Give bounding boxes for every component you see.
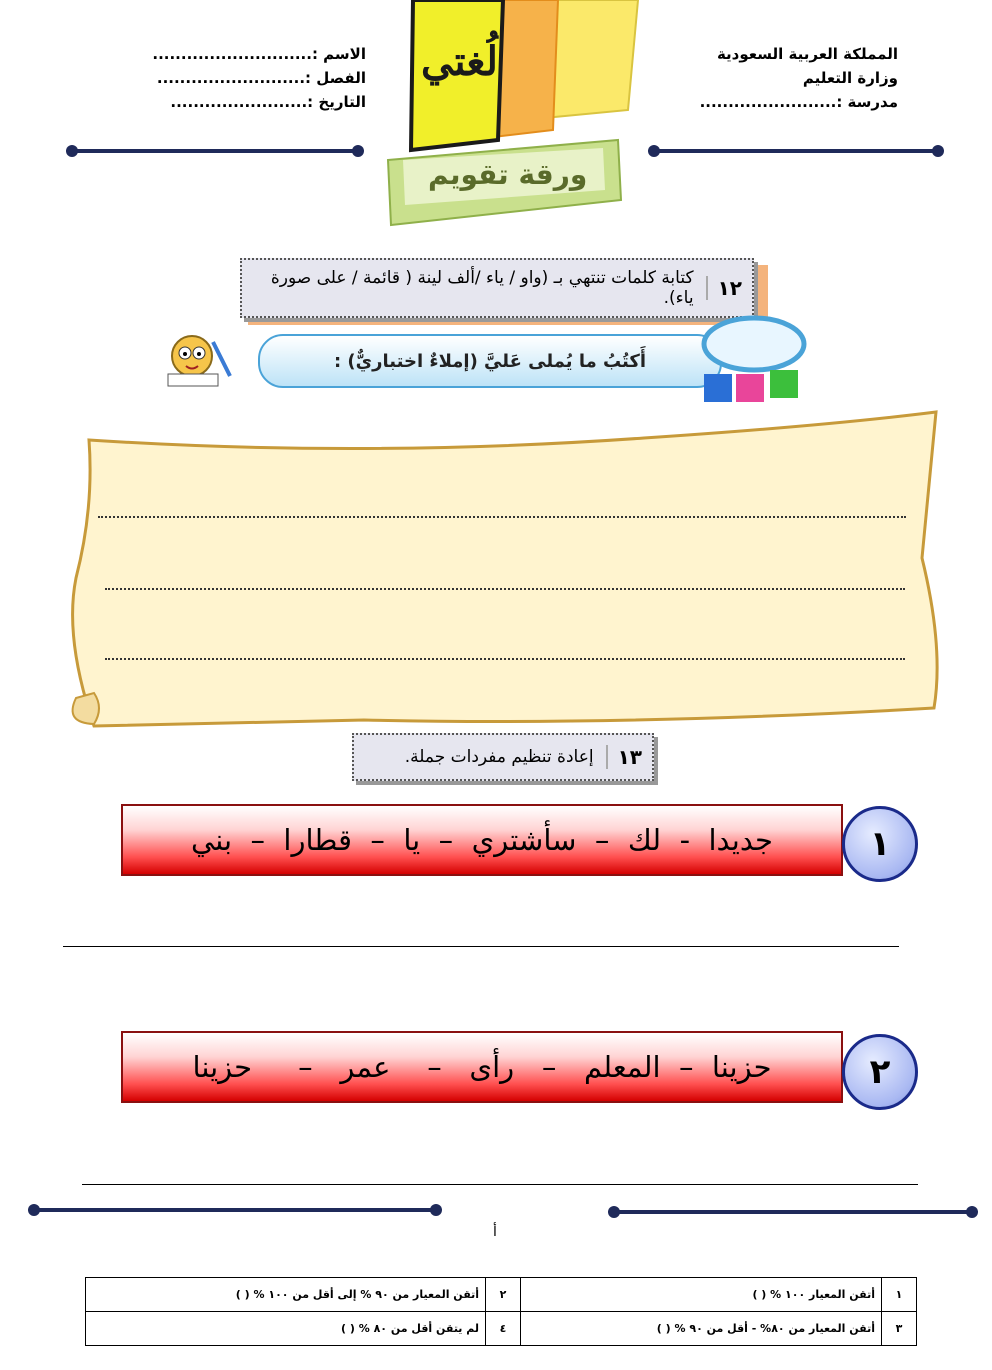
rule-dot: [430, 1204, 442, 1216]
question-2-number: ٢: [842, 1034, 918, 1110]
dictation-instruction: أَكتُبُ ما يُملى عَليَّ (إملاءٌ اختباريٌّ) :: [333, 350, 647, 372]
pencil-character-icon: [158, 328, 238, 392]
page-mark: أ: [493, 1224, 497, 1240]
answer-line: [82, 1184, 918, 1185]
rule-dot: [66, 145, 78, 157]
writing-line: [105, 658, 905, 660]
footer-rule-right: [614, 1210, 974, 1214]
rubric-number: ٢: [486, 1278, 521, 1312]
skill13-text: إعادة تنظيم مفردات جملة.: [404, 747, 594, 767]
rubric-row: [86, 1312, 917, 1346]
writing-line: [105, 588, 905, 590]
header-rule-right: [654, 149, 940, 153]
rubric-criterion: لم يتقن أقل من ٨٠ % ( ): [86, 1312, 486, 1346]
logo-banner: ورقة تقويم: [428, 158, 588, 191]
student-name-field: الاسم :............................: [152, 45, 366, 63]
school-field: مدرسة :........................: [699, 93, 898, 111]
ministry-label: وزارة التعليم: [802, 69, 898, 87]
logo: [383, 0, 643, 230]
skill13-number: ١٣: [606, 745, 652, 769]
rubric-number: ٣: [882, 1312, 917, 1346]
skill12-number: ١٢: [706, 276, 752, 300]
rule-dot: [932, 145, 944, 157]
writing-paper: [64, 408, 944, 728]
writing-line: [98, 516, 906, 518]
rule-dot: [28, 1204, 40, 1216]
rubric-number: ١: [882, 1278, 917, 1312]
footer-rule-left: [34, 1208, 438, 1212]
rule-dot: [966, 1206, 978, 1218]
skill13-hint: [352, 733, 654, 781]
rubric-criterion: أتقن المعيار ١٠٠ % ( ): [521, 1278, 882, 1312]
logo-title: لُغتي: [421, 38, 498, 85]
header-left: [120, 45, 366, 111]
rule-dot: [352, 145, 364, 157]
question-2-words: حزينا – المعلم – رأى – عمر – حزينا: [121, 1031, 843, 1103]
rubric-row: [86, 1278, 917, 1312]
rubric-table: [85, 1277, 917, 1346]
header-rule-left: [72, 149, 362, 153]
rule-dot: [608, 1206, 620, 1218]
date-field: التاريخ :........................: [170, 93, 366, 111]
dictation-pill: [258, 334, 722, 388]
class-field: الفصل :..........................: [156, 69, 366, 87]
rubric-criterion: أتقن المعيار من ٩٠ % إلى أقل من ١٠٠ % ( ): [86, 1278, 486, 1312]
answer-line: [63, 946, 899, 947]
question-1-number: ١: [842, 806, 918, 882]
skill12-hint: [240, 258, 754, 318]
question-1-words: جديدا - لك – سأشتري – يا – قطارا – بني: [121, 804, 843, 876]
rubric-number: ٤: [486, 1312, 521, 1346]
rule-dot: [648, 145, 660, 157]
rubric-criterion: أتقن المعيار من ٨٠% - أقل من ٩٠ % ( ): [521, 1312, 882, 1346]
country-label: المملكة العربية السعودية: [716, 45, 898, 63]
blocks-icon: [694, 312, 824, 412]
header-right: [658, 45, 898, 111]
logo-icon: [383, 0, 643, 230]
skill12-text: كتابة كلمات تنتهي بـ (واو / ياء /ألف لينة ( قائمة / على صورة ياء).: [270, 268, 694, 308]
